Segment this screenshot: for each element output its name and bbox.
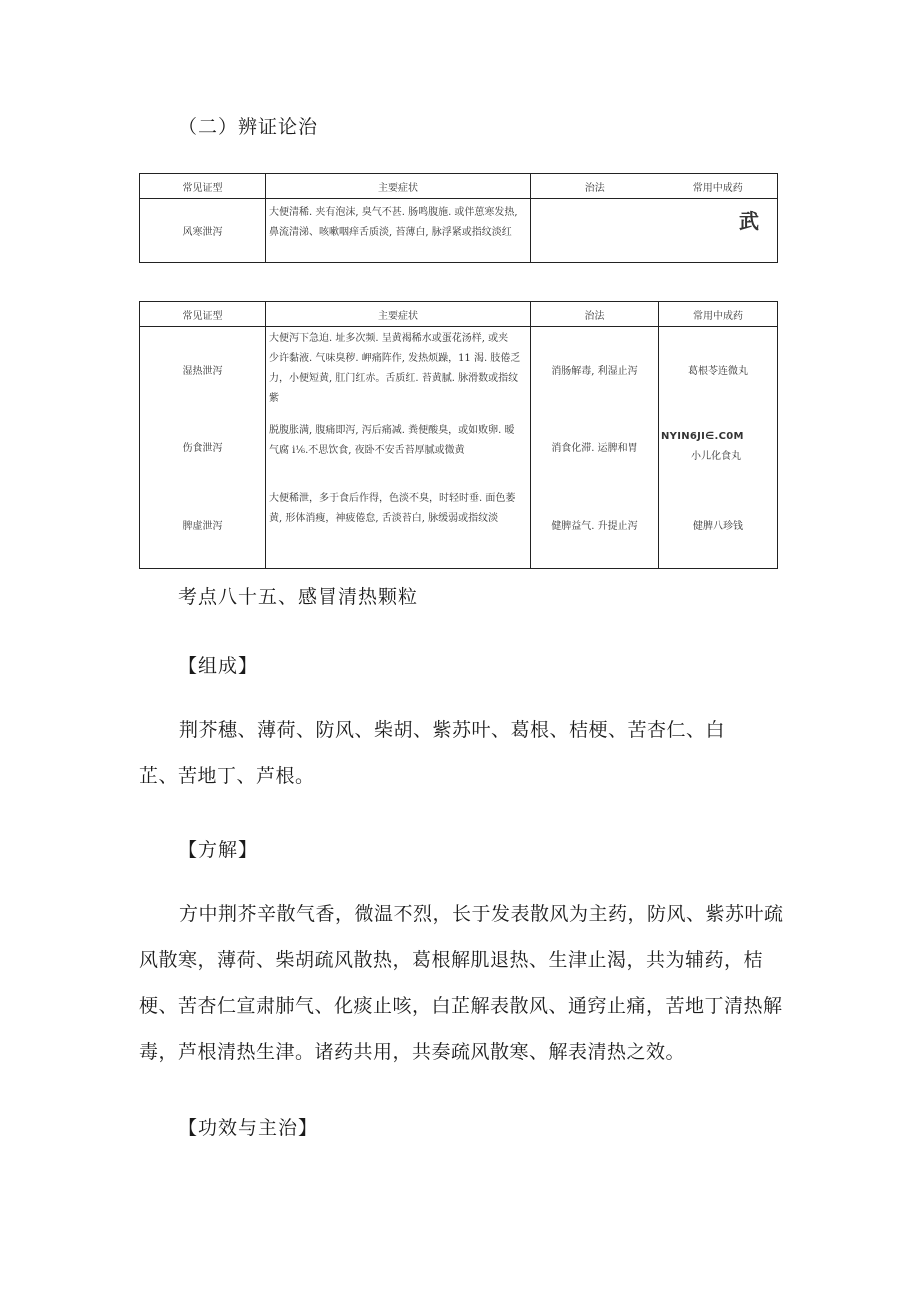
syndrome-type-cell: 风寒泄泻 [140,199,266,263]
header-main-symptoms: 主要症状 [266,302,531,327]
medicine-cell: 葛根苓连微丸 [659,327,778,413]
symptoms-line: 紫 [269,393,279,404]
symptoms-line: 大便清稀. 夹有泡沫, 臭气不甚. 肠鸣腹施. 或伴葸寒发热, [269,207,518,218]
formula-explanation-heading: 【方解】 [178,839,259,861]
symptoms-cell [266,481,531,569]
table-row [140,327,778,413]
medicine-cell: 健脾八珍钱 [659,481,778,569]
syndrome-table-1 [139,173,778,263]
symptoms-cell [266,413,531,481]
symptoms-line: 力，小便短黄, 肛门红赤。舌质红. 苔黄腻. 脉滑数或指纹 [269,373,519,384]
section-title: （二）辨证论治 [178,116,319,138]
table-header-row [140,302,778,327]
formula-explanation-text: 方中荆芥辛散气香，微温不烈，长于发表散风为主药，防风、紫苏叶疏风散寒，薄荷、柴胡疏风散热，葛根解肌退热、生津止渴，共为辅药，桔梗、苦杏仁宣肃肺气、化痰止咳，白芷解表散风、通窍止痛，苦地丁清热解毒，芦根清热生津。诸药共用，共奏疏风散寒、解表清热之效。 [139,903,784,1063]
symptoms-cell [266,199,531,263]
header-syndrome-type: 常见证型 [140,174,266,199]
symptoms-line: 气腐 i⅙.不思饮食, 夜卧不安舌苔厚腻或微黄 [269,444,465,456]
treatment-method-cell: 健脾益气. 升提止泻 [531,481,659,569]
treatment-method-cell: 消食化滞. 运脾和胃 [531,413,659,481]
syndrome-table-2 [139,301,778,569]
stamp-mark: 武 [739,209,759,233]
symptoms-line: 大便稀泄，多于食后作得，色淡不臭，时轻时垂. 面色萎 [269,492,516,504]
composition-text: 荆芥穗、薄荷、防风、柴胡、紫苏叶、葛根、桔梗、苦杏仁、白芷、苦地丁、芦根。 [139,719,726,787]
medicine-cell [659,413,778,481]
efficacy-heading: 【功效与主治】 [178,1117,319,1139]
header-common-medicine: 常用中成药 [659,174,778,199]
syndrome-type-cell: 湿热泄泻 [140,327,266,413]
symptoms-line: 黄, 形体消瘦，神疲倦怠, 舌淡苔白, 脉缓弱或指纹淡 [269,512,499,524]
syndrome-type-cell: 脾虚泄泻 [140,481,266,569]
table-row [140,481,778,569]
header-syndrome-type: 常见证型 [140,302,266,327]
table-header-row [140,174,778,199]
header-main-symptoms: 主要症状 [266,174,531,199]
header-treatment-method: 治法 [531,302,659,327]
symptoms-line: 脱腹胀满, 腹痛即泻, 泻后痛减. 粪便酸臭，或如败卵. 暧 [269,424,515,436]
header-treatment-method: 治法 [531,174,659,199]
symptoms-line: 少许黏液. 气味臭秽. 岬痛阵作, 发热烦躁，11 渴. 肢倦乏 [269,353,521,364]
header-common-medicine: 常用中成药 [659,302,778,327]
treatment-method-cell: 消肠解毒, 利湿止泻 [531,327,659,413]
table-row [140,199,778,263]
table-row [140,413,778,481]
composition-heading: 【组成】 [178,655,259,677]
watermark-text: NYIN6JI∈.C0M [661,430,744,442]
kaodian-title: 考点八十五、感冒清热颗粒 [178,586,419,608]
treatment-medicine-cell [531,199,778,263]
symptoms-line: 大便泻下急迫. 址多次频. 呈黄褐稀水或蛋花汤样, 或夹 [269,333,509,344]
syndrome-type-cell: 伤食泄泻 [140,413,266,481]
medicine-name: 小儿化食丸 [691,450,741,462]
symptoms-cell [266,327,531,413]
symptoms-line: 鼻流清涕、咳嗽咽痒舌质淡, 苔薄白, 脉浮紧或指纹淡红 [269,227,512,238]
